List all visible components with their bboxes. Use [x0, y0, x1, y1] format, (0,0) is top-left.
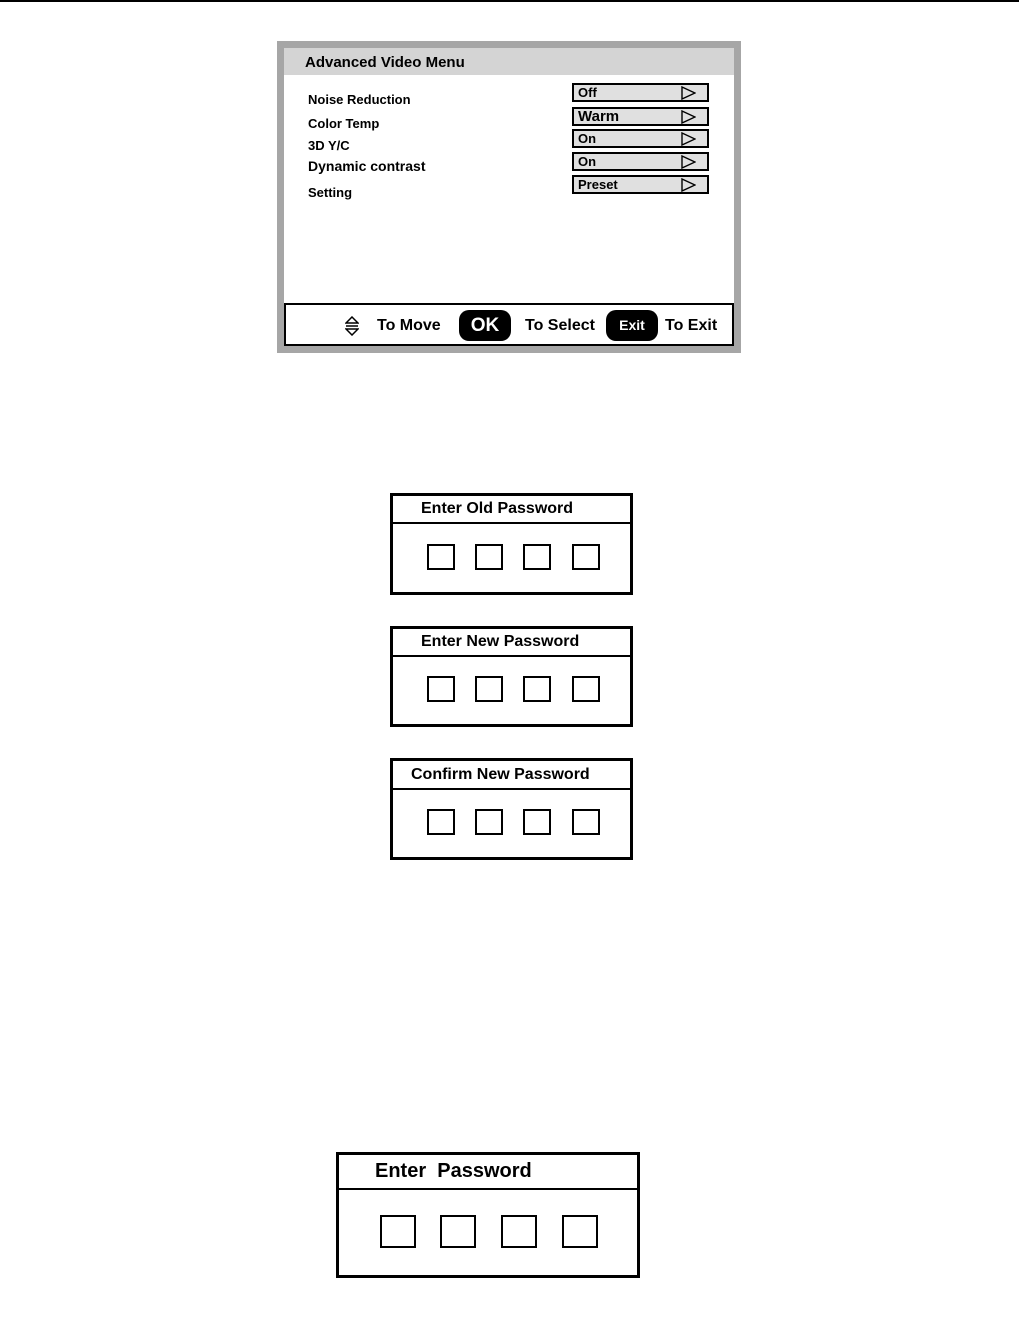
enter-password-digit-4[interactable] — [562, 1215, 598, 1248]
3d-yc-selector[interactable] — [572, 129, 709, 148]
right-triangle-icon[interactable] — [681, 155, 696, 169]
new-password-title: Enter New Password — [393, 629, 630, 657]
confirm-password-digit-2[interactable] — [475, 809, 503, 835]
up-down-arrow-icon — [345, 316, 359, 336]
confirm-password-digit-3[interactable] — [523, 809, 551, 835]
old-password-digit-3[interactable] — [523, 544, 551, 570]
ok-button[interactable]: OK — [459, 310, 511, 341]
menu-item-label-color-temp: Color Temp — [308, 116, 380, 131]
menu-item-label-3d-yc: 3D Y/C — [308, 138, 350, 153]
enter-password-digit-3[interactable] — [501, 1215, 537, 1248]
right-triangle-icon[interactable] — [681, 132, 696, 146]
old-password-title: Enter Old Password — [393, 496, 630, 524]
right-triangle-icon[interactable] — [681, 178, 696, 192]
top-rule — [0, 0, 1019, 2]
enter-password-title: Enter Password — [339, 1155, 637, 1190]
exit-button[interactable]: Exit — [606, 310, 658, 341]
menu-footer — [284, 303, 734, 346]
confirm-password-dialog — [390, 758, 633, 860]
old-password-digit-4[interactable] — [572, 544, 600, 570]
setting-value: Preset — [578, 177, 618, 192]
advanced-video-menu — [277, 41, 741, 353]
to-move-label: To Move — [377, 317, 441, 334]
old-password-dialog — [390, 493, 633, 595]
color-temp-selector[interactable] — [572, 107, 709, 126]
menu-title: Advanced Video Menu — [284, 48, 734, 75]
to-select-label: To Select — [525, 317, 595, 334]
new-password-digit-3[interactable] — [523, 676, 551, 702]
new-password-digit-4[interactable] — [572, 676, 600, 702]
to-exit-label: To Exit — [665, 317, 718, 334]
noise-reduction-selector[interactable] — [572, 83, 709, 102]
menu-item-label-noise-reduction: Noise Reduction — [308, 92, 411, 107]
menu-item-label-setting: Setting — [308, 185, 353, 200]
new-password-digit-2[interactable] — [475, 676, 503, 702]
menu-panel — [284, 48, 734, 346]
right-triangle-icon[interactable] — [681, 86, 696, 100]
menu-item-label-dynamic-contrast: Dynamic contrast — [308, 158, 426, 174]
dynamic-contrast-selector[interactable] — [572, 152, 709, 171]
noise-reduction-value: Off — [578, 85, 597, 100]
setting-selector[interactable] — [572, 175, 709, 194]
enter-password-digit-2[interactable] — [440, 1215, 476, 1248]
old-password-digit-2[interactable] — [475, 544, 503, 570]
right-triangle-icon[interactable] — [681, 110, 696, 124]
confirm-password-title: Confirm New Password — [393, 761, 630, 790]
confirm-password-digit-1[interactable] — [427, 809, 455, 835]
new-password-dialog — [390, 626, 633, 727]
old-password-digit-1[interactable] — [427, 544, 455, 570]
new-password-digit-1[interactable] — [427, 676, 455, 702]
color-temp-value: Warm — [578, 108, 620, 125]
enter-password-digit-1[interactable] — [380, 1215, 416, 1248]
confirm-password-digit-4[interactable] — [572, 809, 600, 835]
3d-yc-value: On — [578, 131, 597, 146]
dynamic-contrast-value: On — [578, 154, 597, 169]
enter-password-dialog — [336, 1152, 640, 1278]
